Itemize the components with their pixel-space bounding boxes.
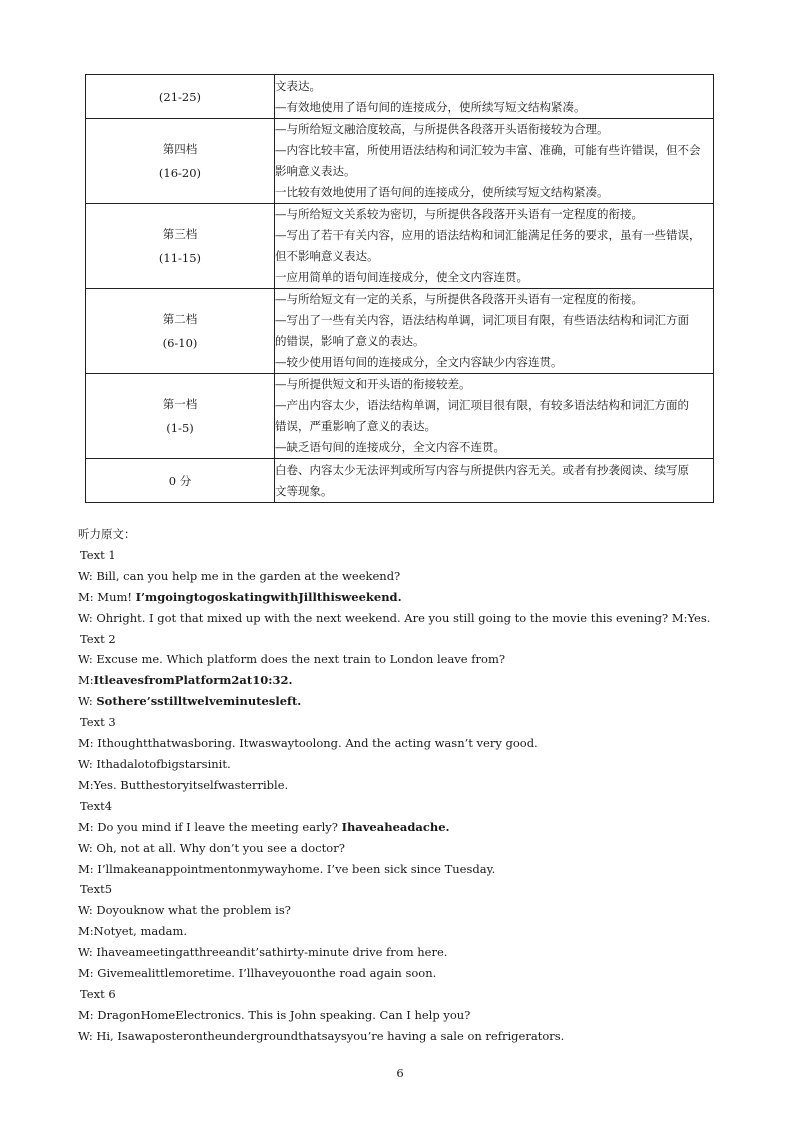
transcript-segment: W: Ohright. I got that mixed up with the next weekend. Are you still going to the movie this evening? M:Yes. xyxy=(78,610,711,625)
transcript-text-heading xyxy=(78,984,738,1005)
rubric-row xyxy=(86,204,714,289)
transcript-segment: Text 3 xyxy=(80,715,116,730)
rubric-description-cell xyxy=(275,119,714,204)
transcript-dialogue-line xyxy=(78,963,738,984)
rubric-description-cell xyxy=(275,459,714,503)
rubric-grade-range: (6-10) xyxy=(162,336,198,350)
transcript-segment: M: xyxy=(78,673,94,688)
rubric-grade-name: 第一档 xyxy=(162,397,198,411)
rubric-row xyxy=(86,459,714,503)
rubric-description-line: 的错误，影响了意义的表达。 xyxy=(275,334,425,348)
transcript-segment: Text 2 xyxy=(80,631,116,646)
transcript-segment: Text 6 xyxy=(80,986,116,1001)
listening-transcript xyxy=(78,524,738,1047)
rubric-description-line: —缺乏语句间的连接成分，全文内容不连贯。 xyxy=(275,440,505,454)
rubric-description-cell xyxy=(275,204,714,289)
rubric-grade-cell xyxy=(86,204,275,289)
rubric-description-line: 但不影响意义表达。 xyxy=(275,249,379,263)
transcript-dialogue-line xyxy=(78,838,738,859)
rubric-description-line: —写出了一些有关内容，语法结构单调，词汇项目有限，有些语法结构和词汇方面 xyxy=(275,313,689,327)
transcript-text-heading xyxy=(78,712,738,733)
transcript-segment: W: Hi, Isawaposterontheundergroundthatsaysyou’re having a sale on refrigerators. xyxy=(78,1028,565,1043)
rubric-description-cell xyxy=(275,289,714,374)
transcript-text-heading xyxy=(78,796,738,817)
transcript-text-heading xyxy=(78,879,738,900)
rubric-description-line: 一应用简单的语句间连接成分，使全文内容连贯。 xyxy=(275,270,528,284)
rubric-grade-range: (21-25) xyxy=(158,89,202,104)
transcript-text-heading xyxy=(78,545,738,566)
transcript-dialogue-line xyxy=(78,942,738,963)
rubric-description-line: 错误，严重影响了意义的表达。 xyxy=(275,419,436,433)
transcript-segment: M: DragonHomeElectronics. This is John speaking. Can I help you? xyxy=(78,1007,471,1022)
rubric-grade-range: (1-5) xyxy=(166,421,194,435)
rubric-description-line: —与所提供短文和开头语的衔接较差。 xyxy=(275,377,471,391)
transcript-segment: Text4 xyxy=(80,798,113,813)
rubric-grade-cell xyxy=(86,289,275,374)
transcript-text-heading xyxy=(78,629,738,650)
transcript-dialogue-line xyxy=(78,775,738,796)
transcript-dialogue-line xyxy=(78,670,738,691)
transcript-heading: 听力原文： xyxy=(78,527,136,541)
rubric-description-line: —与所给短文关系较为密切，与所提供各段落开头语有一定程度的衔接。 xyxy=(275,207,643,221)
transcript-segment: W: Ihaveameetingatthreeandit’sathirty-minute drive from here. xyxy=(78,945,448,960)
rubric-grade-cell xyxy=(86,374,275,459)
transcript-dialogue-line xyxy=(78,1026,738,1047)
rubric-description-line: —写出了若干有关内容，应用的语法结构和词汇能满足任务的要求，虽有一些错误， xyxy=(275,228,701,242)
transcript-segment: M:Yes. Butthestoryitselfwasterrible. xyxy=(78,777,289,792)
rubric-description-line: 一比较有效地使用了语句间的连接成分，使所续写短文结构紧凑。 xyxy=(275,185,609,199)
transcript-dialogue-line xyxy=(78,817,738,838)
transcript-bold-segment: Sothere’sstilltwelveminutesleft. xyxy=(96,694,302,709)
rubric-description-cell xyxy=(275,75,714,119)
rubric-grade-cell xyxy=(86,119,275,204)
transcript-dialogue-line xyxy=(78,900,738,921)
rubric-description-cell xyxy=(275,374,714,459)
rubric-description-line: —较少使用语句间的连接成分，全文内容缺少内容连贯。 xyxy=(275,355,563,369)
transcript-segment: M: Mum! xyxy=(78,589,136,604)
rubric-description-line: —有效地使用了语句间的连接成分，使所续写短文结构紧凑。 xyxy=(275,99,586,114)
rubric-row xyxy=(86,289,714,374)
transcript-dialogue-line xyxy=(78,587,738,608)
transcript-dialogue-line xyxy=(78,1005,738,1026)
transcript-segment: W: Doyouknow what the problem is? xyxy=(78,903,291,918)
rubric-grade-name: 第三档 xyxy=(162,227,198,241)
transcript-bold-segment: Ihaveaheadache. xyxy=(341,819,450,834)
transcript-segment: Text 1 xyxy=(80,547,116,562)
transcript-segment: W: Excuse me. Which platform does the next train to London leave from? xyxy=(78,652,506,667)
rubric-grade-range: (16-20) xyxy=(158,166,202,180)
rubric-description-line: 文表达。 xyxy=(275,78,321,93)
page-number: 6 xyxy=(396,1066,404,1080)
transcript-dialogue-line xyxy=(78,649,738,670)
transcript-segment: Text5 xyxy=(80,882,113,897)
transcript-segment: W: xyxy=(78,694,97,709)
rubric-grade-range: (11-15) xyxy=(158,251,202,265)
transcript-segment: W: Ithadalotofbigstarsinit. xyxy=(78,756,231,771)
rubric-grade-name: 第四档 xyxy=(162,142,198,156)
transcript-bold-segment: ItleavesfromPlatform2at10:32. xyxy=(93,673,293,688)
rubric-description-line: —内容比较丰富，所使用语法结构和词汇较为丰富、准确，可能有些许错误，但不会 xyxy=(275,143,701,157)
transcript-bold-segment: I’mgoingtogoskatingwithJillthisweekend. xyxy=(135,589,402,604)
rubric-body xyxy=(86,75,714,503)
rubric-description-line: 白卷、内容太少无法评判或所写内容与所提供内容无关。或者有抄袭阅读、续写原 xyxy=(275,462,689,477)
transcript-dialogue-line xyxy=(78,921,738,942)
transcript-dialogue-line xyxy=(78,608,738,629)
transcript-segment: M:Notyet, madam. xyxy=(78,924,188,939)
transcript-segment: M: I’llmakeanappointmentonmywayhome. I’ve been sick since Tuesday. xyxy=(78,861,496,876)
transcript-dialogue-line xyxy=(78,733,738,754)
transcript-segment: M: Givemealittlemoretime. I’llhaveyouonthe road again soon. xyxy=(78,966,437,981)
rubric-row xyxy=(86,75,714,119)
rubric-description-line: —与所给短文有一定的关系，与所提供各段落开头语有一定程度的衔接。 xyxy=(275,292,643,306)
rubric-grade-name: 0 分 xyxy=(168,473,192,488)
rubric-grade-name: 第二档 xyxy=(162,312,198,326)
transcript-segment: W: Bill, can you help me in the garden at the weekend? xyxy=(78,568,401,583)
transcript-segment: W: Oh, not at all. Why don’t you see a doctor? xyxy=(78,840,345,855)
transcript-lines xyxy=(78,545,738,1047)
scoring-rubric-table xyxy=(85,74,714,503)
rubric-grade-cell xyxy=(86,75,275,119)
rubric-description-line: —产出内容太少，语法结构单调，词汇项目很有限，有较多语法结构和词汇方面的 xyxy=(275,398,689,412)
rubric-description-line: 影响意义表达。 xyxy=(275,164,356,178)
transcript-dialogue-line xyxy=(78,691,738,712)
rubric-row xyxy=(86,119,714,204)
transcript-dialogue-line xyxy=(78,754,738,775)
rubric-description-line: —与所给短文融洽度较高，与所提供各段落开头语衔接较为合理。 xyxy=(275,122,609,136)
rubric-row xyxy=(86,374,714,459)
transcript-segment: M: Do you mind if I leave the meeting early? xyxy=(78,819,342,834)
transcript-dialogue-line xyxy=(78,859,738,880)
transcript-segment: M: Ithoughtthatwasboring. Itwaswaytoolong. And the acting wasn’t very good. xyxy=(78,736,538,751)
rubric-description-line: 文等现象。 xyxy=(275,483,333,498)
transcript-dialogue-line xyxy=(78,566,738,587)
rubric-grade-cell xyxy=(86,459,275,503)
